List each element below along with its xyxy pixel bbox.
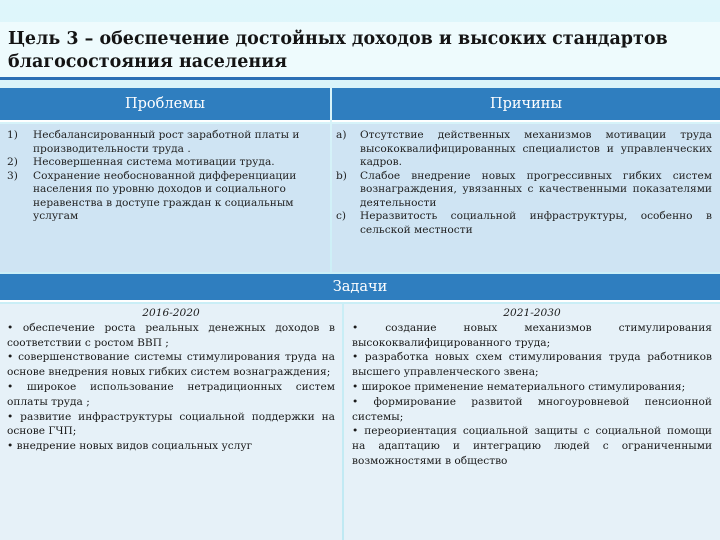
problem-item	[7, 129, 324, 156]
period-label: 2021-2030	[503, 307, 561, 319]
causes-list	[332, 124, 720, 272]
slide-title-line-1: Цель 3 – обеспечение достойных доходов и высоких стандартов	[8, 29, 668, 49]
task-item: • обеспечение роста реальных денежных доходов в соответствии с ростом ВВП ;	[7, 321, 335, 349]
cause-letter: b)	[336, 169, 347, 182]
problems-header: Проблемы	[0, 88, 330, 122]
cause-item	[336, 170, 712, 211]
task-item: • широкое использование нетрадиционных систем оплаты труда ;	[7, 380, 335, 408]
problem-text: Несовершенная система мотивации труда.	[33, 156, 275, 168]
cause-text: Слабое внедрение новых прогрессивных гибких систем вознаграждения, увязанных с качественными показателями деятельности	[360, 169, 712, 209]
task-item: • внедрение новых видов социальных услуг	[7, 440, 253, 453]
task-item: • развитие инфраструктуры социальной поддержки на основе ГЧП;	[7, 410, 335, 438]
tasks-2016-2020	[0, 304, 342, 540]
problem-number: 1)	[7, 129, 18, 141]
slide-title	[0, 22, 720, 80]
task-item: • формирование развитой многоуровневой пенсионной системы;	[352, 395, 712, 423]
problem-number: 2)	[7, 156, 18, 168]
cause-text: Отсутствие действенных механизмов мотивации труда высококвалифицированных специалистов и управленческих кадров.	[360, 129, 712, 168]
cause-letter: c)	[336, 210, 347, 222]
task-item: • создание новых механизмов стимулирования высококвалифицированного труда;	[352, 321, 712, 349]
problem-text: Сохранение необоснованной дифференциации населения по уровню доходов и социального неравенства в доступе граждан к социальным услугам	[33, 169, 297, 222]
problems-list	[0, 124, 330, 272]
problem-text: Несбалансированный рост заработной платы и производительности труда .	[33, 129, 300, 155]
cause-letter: a)	[336, 129, 347, 141]
task-item: • переориентация социальной защиты с социальной помощи на адаптацию и интеграцию людей с ограниченными возможностями в общество	[352, 425, 712, 467]
period-label: 2016-2020	[142, 307, 200, 319]
task-item: • совершенствование системы стимулирования труда на основе внедрения новых гибких систем вознаграждения;	[7, 351, 335, 379]
problem-number: 3)	[7, 169, 18, 182]
cause-item	[336, 210, 712, 237]
slide-title-line-2: благосостояния населения	[8, 52, 288, 72]
task-item: • разработка новых схем стимулирования труда работников высшего управленческого звена;	[352, 351, 712, 379]
causes-header: Причины	[332, 88, 720, 122]
tasks-header: Задачи	[0, 274, 720, 302]
task-item: • широкое применение нематериального стимулирования;	[352, 380, 686, 393]
cause-text: Неразвитость социальной инфраструктуры, особенно в сельской местности	[360, 210, 712, 236]
problem-item	[7, 170, 324, 224]
problem-item	[7, 156, 324, 170]
cause-item	[336, 129, 712, 170]
tasks-2021-2030	[344, 304, 720, 540]
